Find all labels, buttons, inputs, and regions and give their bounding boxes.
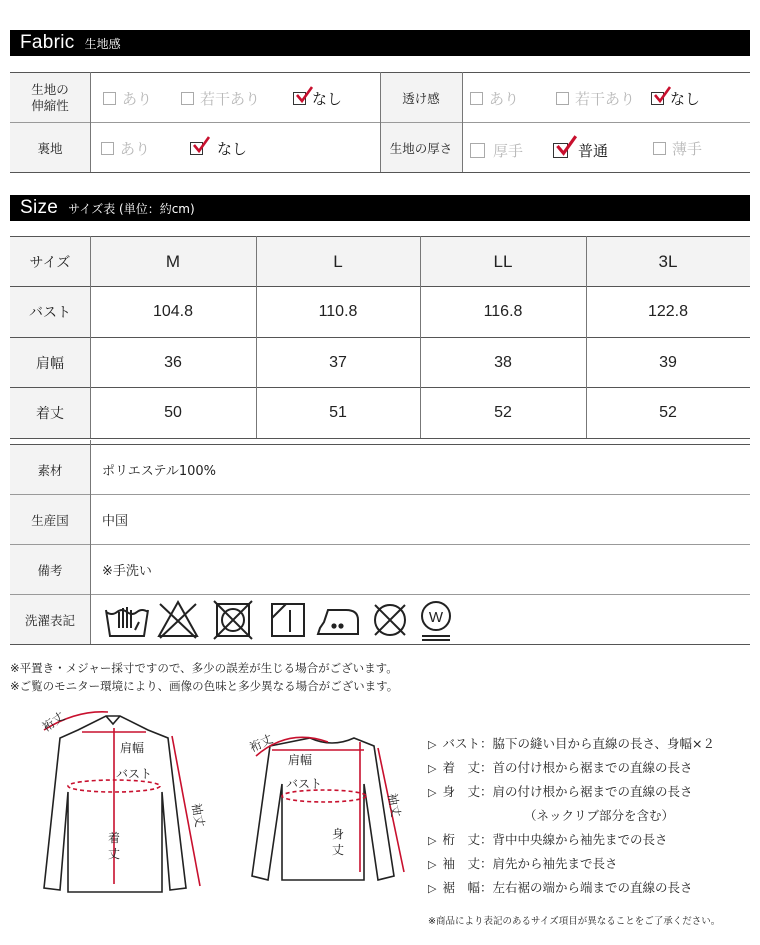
fabric-line-bottom bbox=[10, 172, 750, 173]
size-col-ll: LL bbox=[493, 251, 513, 271]
care-icons-row bbox=[102, 598, 462, 642]
low-iron-icon bbox=[318, 610, 358, 634]
bust-m: 104.8 bbox=[152, 303, 194, 320]
stretch-option-none: なし bbox=[293, 88, 342, 109]
material-value: ポリエステル100% bbox=[102, 464, 216, 479]
shirt-outline bbox=[252, 738, 394, 880]
remarks-value: ※手洗い bbox=[102, 564, 152, 579]
shirt-diagram bbox=[228, 712, 418, 892]
thickness-option-normal: 普通 bbox=[553, 140, 608, 161]
legend-hem: ▷ 裾 幅：左右裾の端から端までの直線の長さ bbox=[428, 880, 693, 895]
lining-label: 裏地 bbox=[37, 141, 63, 156]
checkbox-icon bbox=[653, 142, 666, 155]
legend-yuki: ▷ 桁 丈：背中中央線から袖先までの長さ bbox=[428, 832, 668, 847]
fabric-divider-1 bbox=[90, 72, 91, 172]
jacket-shoulder-label: 肩幅 bbox=[120, 741, 145, 755]
jacket-length-label-2: 丈 bbox=[108, 847, 121, 861]
svg-text:W: W bbox=[428, 609, 444, 626]
shirt-bust-label: バスト bbox=[286, 777, 323, 791]
checkbox-icon bbox=[556, 92, 569, 105]
stretch-label: 生地の 伸縮性 bbox=[31, 82, 69, 113]
checkbox-icon bbox=[103, 92, 116, 105]
triangle-right-icon: ▷ bbox=[428, 762, 437, 775]
shoulder-m: 36 bbox=[164, 353, 182, 371]
wet-clean-icon bbox=[422, 602, 450, 640]
shirt-length-label-2: 丈 bbox=[332, 843, 345, 857]
legend-body-length: ▷ 身 丈：肩の付け根から裾までの直線の長さ bbox=[428, 784, 693, 799]
size-line-4 bbox=[10, 438, 750, 439]
triangle-right-icon: ▷ bbox=[428, 858, 437, 871]
legend-body-length-note: （ネックリブ部分を含む） bbox=[524, 808, 675, 823]
size-col-l: L bbox=[333, 251, 343, 271]
shirt-yuki-label: 裄丈 bbox=[247, 731, 276, 755]
sheer-option-yes: あり bbox=[470, 88, 519, 109]
fabric-title: Fabric bbox=[20, 32, 75, 53]
material-label: 素材 bbox=[37, 462, 63, 478]
sheer-option-none: なし bbox=[651, 88, 700, 109]
care-label: 洗濯表記 bbox=[24, 612, 75, 628]
lining-option-yes: あり bbox=[101, 138, 150, 159]
remarks-label: 備考 bbox=[37, 562, 63, 578]
size-title: Size bbox=[20, 197, 59, 218]
checkbox-icon bbox=[470, 92, 483, 105]
shirt-length-label-1: 身 bbox=[332, 827, 345, 841]
bust-l: 110.8 bbox=[318, 303, 358, 320]
triangle-right-icon: ▷ bbox=[428, 834, 437, 847]
size-corner-label: サイズ bbox=[29, 254, 71, 271]
fabric-header-bar bbox=[10, 30, 750, 56]
checked-checkbox-icon bbox=[293, 92, 306, 105]
checked-checkbox-icon bbox=[651, 92, 664, 105]
length-m: 50 bbox=[164, 404, 182, 421]
stretch-option-yes: あり bbox=[103, 88, 152, 109]
no-bleach-icon bbox=[159, 602, 197, 638]
info-line-3 bbox=[10, 594, 750, 595]
note-measure: ※平置き・メジャー採寸ですので、多少の誤差が生じる場合がございます。 bbox=[10, 661, 398, 675]
checked-checkbox-icon bbox=[553, 143, 568, 158]
shoulder-ll: 38 bbox=[494, 353, 512, 371]
shoulder-label: 肩幅 bbox=[36, 355, 64, 372]
checkbox-icon bbox=[101, 142, 114, 155]
size-subtitle: サイズ表 (単位：約cm) bbox=[68, 201, 195, 216]
jacket-diagram bbox=[16, 708, 216, 908]
origin-value: 中国 bbox=[102, 514, 129, 529]
legend-length: ▷ 着 丈：首の付け根から裾までの直線の長さ bbox=[428, 760, 693, 775]
bust-ll: 116.8 bbox=[483, 303, 523, 320]
origin-label: 生産国 bbox=[31, 512, 69, 528]
size-col-m: M bbox=[165, 251, 181, 271]
shoulder-l: 37 bbox=[329, 353, 347, 371]
no-tumble-dry-icon bbox=[214, 601, 252, 639]
length-l: 51 bbox=[329, 404, 347, 421]
bust-label: バスト bbox=[29, 305, 71, 321]
fabric-divider-3 bbox=[462, 72, 463, 172]
length-ll: 52 bbox=[494, 404, 512, 421]
info-divider bbox=[90, 440, 91, 644]
fabric-subtitle: 生地感 bbox=[84, 36, 121, 51]
thickness-option-thick: 厚手 bbox=[470, 140, 523, 161]
thickness-label: 生地の厚さ bbox=[389, 141, 453, 156]
jacket-yuki-label: 裄丈 bbox=[39, 709, 68, 735]
checkbox-icon bbox=[181, 92, 194, 105]
note-monitor: ※ご覧のモニター環境により、画像の色味と多少異なる場合がございます。 bbox=[10, 679, 399, 693]
bust-3l: 122.8 bbox=[647, 303, 689, 320]
length-3l: 52 bbox=[659, 404, 677, 421]
sheer-label: 透け感 bbox=[402, 91, 440, 106]
shoulder-3l: 39 bbox=[659, 353, 677, 371]
jacket-outline bbox=[44, 716, 186, 892]
checked-checkbox-icon bbox=[190, 142, 203, 155]
triangle-right-icon: ▷ bbox=[428, 738, 437, 751]
jacket-sleeve-label: 袖丈 bbox=[189, 802, 208, 829]
checkbox-icon bbox=[470, 143, 485, 158]
jacket-bust-label: バスト bbox=[116, 767, 153, 781]
stretch-option-slight: 若干あり bbox=[181, 88, 260, 109]
thickness-option-thin: 薄手 bbox=[653, 138, 702, 159]
legend-sleeve: ▷ 袖 丈：肩先から袖先まで長さ bbox=[428, 856, 618, 871]
line-dry-shade-icon bbox=[272, 604, 304, 636]
jacket-length-label-1: 着 bbox=[108, 831, 121, 845]
footnote: ※商品により表記のあるサイズ項目が異なることをご了承ください。 bbox=[428, 916, 721, 927]
triangle-right-icon: ▷ bbox=[428, 786, 437, 799]
length-label: 着丈 bbox=[36, 406, 64, 422]
no-dry-clean-icon bbox=[375, 605, 405, 635]
shirt-shoulder-label: 肩幅 bbox=[288, 753, 313, 767]
legend-bust: ▷ バスト：脇下の縫い目から直線の長さ、身幅×２ bbox=[428, 736, 715, 751]
lining-option-none: なし bbox=[190, 138, 247, 159]
sheer-option-slight: 若干あり bbox=[556, 88, 635, 109]
size-col-3l: 3L bbox=[658, 251, 678, 271]
triangle-right-icon: ▷ bbox=[428, 882, 437, 895]
size-header-bar bbox=[10, 195, 750, 221]
hand-wash-icon bbox=[106, 607, 148, 636]
shirt-sleeve-label: 袖丈 bbox=[385, 792, 404, 819]
info-line-4 bbox=[10, 644, 750, 645]
